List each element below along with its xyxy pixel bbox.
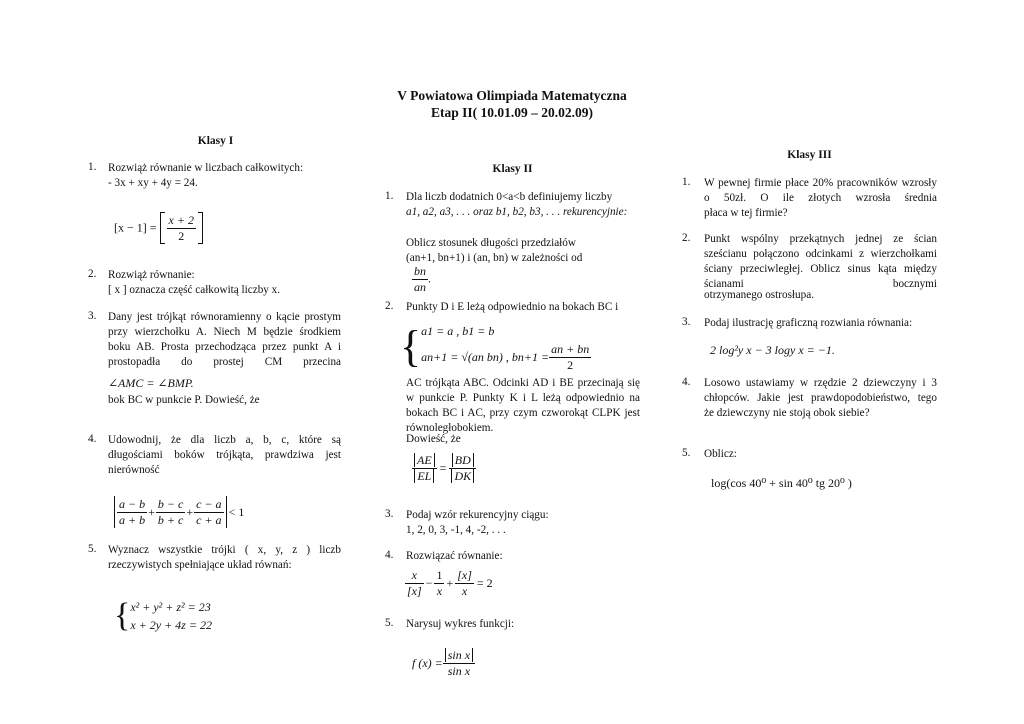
class1-task1-number: 1. bbox=[88, 161, 97, 173]
class2-ae: AE bbox=[414, 453, 435, 467]
class1-formula1-den: 2 bbox=[178, 228, 185, 243]
class3-task4-last: że dziewczyny nie stoją obok siebie? bbox=[704, 407, 870, 419]
class2-task3-number: 3. bbox=[385, 508, 394, 520]
document-subtitle: Etap II( 10.01.09 – 20.02.09) bbox=[430, 105, 593, 120]
class2-task1-line2: a1, a2, a3, . . . oraz b1, b2, b3, . . . rekurencyjnie: bbox=[406, 206, 628, 218]
class1-task2-line2: [ x ] oznacza część całkowitą liczby x. bbox=[108, 284, 281, 296]
class2-formula2 bbox=[400, 320, 591, 373]
class2-formula4-eq: = 2 bbox=[476, 576, 493, 590]
class1-formula4 bbox=[114, 495, 244, 529]
class1-task3-text: Dany jest trójkąt równoramienny o kącie prostym przy wierzchołku A. Niech M będzie środkiem boku AB. Prosta przechodząca przez punkt A i prostopadła do prostej CM przecina bbox=[108, 311, 341, 368]
class2-formula1-num: bn bbox=[414, 264, 426, 278]
class2-task1-line3: Oblicz stosunek długości przedziałów bbox=[406, 237, 576, 249]
abs-value-expression: $\frac{a - b}{a + b}$ + $\frac{b - c}{b + c}$ + $\frac{c - a}{c + a}$ bbox=[114, 496, 227, 528]
class2-task4-line1: Rozwiązać równanie: bbox=[406, 550, 503, 562]
class3-task2-text: Punkt wspólny przekątnych jednej ze ścian sześcianu połączono odcinkami z wierzchołkami ściany przeciwległej. Oblicz sinus kąta między ścianami bocznymi bbox=[704, 233, 937, 290]
class3-task5-line1: Oblicz: bbox=[704, 448, 737, 460]
class1-formula5-line2: x + 2y + 4z = 22 bbox=[130, 618, 212, 632]
class2-formula2-row1: a1 = a , b1 = b bbox=[421, 324, 495, 338]
class1-heading: Klasy I bbox=[197, 135, 234, 147]
class1-task5-text: Wyznacz wszystkie trójki ( x, y, z ) liczb rzeczywistych spełniające układ równań: bbox=[108, 544, 341, 571]
class3-formula5: log(cos 40⁰ + sin 40⁰ tg 20⁰ ) bbox=[711, 476, 852, 490]
class2-formula5-lhs: f (x) = bbox=[412, 656, 443, 670]
class2-task3-line1: Podaj wzór rekurencyjny ciągu: bbox=[406, 509, 549, 521]
class1-task2-number: 2. bbox=[88, 268, 97, 280]
class1-formula5 bbox=[114, 598, 212, 634]
class1-task3-number: 3. bbox=[88, 310, 97, 322]
class3-heading: Klasy III bbox=[787, 149, 832, 161]
class2-formula5 bbox=[412, 648, 475, 679]
class2-task1-number: 1. bbox=[385, 190, 394, 202]
class2-task1-line4: (an+1, bn+1) i (an, bn) w zależności od bbox=[406, 252, 583, 264]
floor-right-bracket bbox=[198, 212, 203, 244]
class2-formula5-num: sin x bbox=[445, 648, 473, 662]
class1-formula1 bbox=[114, 212, 203, 244]
class3-task3-line1: Podaj ilustrację graficzną rozwiania równania: bbox=[704, 317, 913, 329]
class2-formula5-den: sin x bbox=[447, 664, 471, 678]
class1-formula3: ∠AMC = ∠BMP. bbox=[108, 376, 194, 390]
class1-task2-text bbox=[108, 268, 348, 298]
class1-task1-line1: Rozwiąż równanie w liczbach całkowitych: bbox=[108, 162, 304, 174]
class2-dk: DK bbox=[451, 469, 474, 483]
class3-task2-number: 2. bbox=[682, 232, 691, 244]
system-brace: { bbox=[400, 321, 422, 371]
class2-task2-line1: Punkty D i E leżą odpowiednio na bokach BC i bbox=[406, 301, 619, 313]
class3-task2-last: otrzymanego ostrosłupa. bbox=[704, 289, 814, 301]
class3-formula3: 2 log²y x − 3 logy x = −1. bbox=[710, 343, 835, 357]
class1-task1-line2: - 3x + xy + 4y = 24. bbox=[108, 177, 198, 189]
class2-task3-line2: 1, 2, 0, 3, -1, 4, -2, . . . bbox=[406, 524, 506, 536]
class2-task2-last: Dowieść, że bbox=[406, 433, 461, 445]
class1-task4-number: 4. bbox=[88, 433, 97, 445]
class2-task5-line1: Narysuj wykres funkcji: bbox=[406, 618, 515, 630]
class2-formula2-den: 2 bbox=[567, 358, 574, 372]
class3-task1-text: W pewnej firmie płace 20% pracowników wzrosły o 50zł. O ile złotych wzrosła średnia bbox=[704, 177, 937, 204]
class1-task3-after: bok BC w punkcie P. Dowieść, że bbox=[108, 394, 260, 406]
class3-task1-number: 1. bbox=[682, 176, 691, 188]
floor-left-bracket bbox=[160, 212, 165, 244]
class3-task5-number: 5. bbox=[682, 447, 691, 459]
class2-task3-text bbox=[406, 508, 642, 538]
class2-task2-text: AC trójkąta ABC. Odcinki AD i BE przecinają się w punkcie P. Punkty K i L leżą odpowiednio na bokach BC i AC, przy czym czworokąt CLPK jest równoległobokiem. bbox=[406, 377, 640, 434]
class1-task2-line1: Rozwiąż równanie: bbox=[108, 269, 195, 281]
class1-formula1-num: x + 2 bbox=[168, 212, 194, 227]
class3-task3-number: 3. bbox=[682, 316, 691, 328]
class1-formula4-lt: < 1 bbox=[228, 504, 245, 519]
class2-task4-number: 4. bbox=[385, 549, 394, 561]
class3-task4-number: 4. bbox=[682, 376, 691, 388]
class1-formula5-line1: x² + y² + z² = 23 bbox=[130, 600, 211, 614]
class2-task1-text bbox=[406, 190, 642, 266]
class2-bd: BD bbox=[452, 453, 474, 467]
class2-formula2-num: an + bn bbox=[551, 342, 590, 356]
class2-task5-number: 5. bbox=[385, 617, 394, 629]
class3-task1-last: płaca w tej firmie? bbox=[704, 207, 788, 219]
class3-task4-text: Losowo ustawiamy w rzędzie 2 dziewczyny i 3 chłopców. Jakie jest prawdopodobieństwo, tego bbox=[704, 377, 937, 404]
class2-task2-number: 2. bbox=[385, 300, 394, 312]
class1-task1-text bbox=[108, 161, 348, 191]
class2-formula2b: $\frac{AE}{EL}$ = $\frac{BD}{DK}$ bbox=[412, 453, 476, 484]
system-brace: { bbox=[114, 597, 131, 634]
class2-el: EL bbox=[414, 469, 434, 483]
class1-task5-number: 5. bbox=[88, 543, 97, 555]
class2-formula2-row2: an+1 = √(an bn) , bn+1 = bbox=[421, 350, 550, 364]
class1-task4-text: Udowodnij, że dla liczb a, b, c, które są długościami boków trójkąta, prawdziwa jest nierówność bbox=[108, 434, 341, 476]
class1-formula1-lhs: [x − 1] = bbox=[114, 220, 160, 235]
class2-formula4: $\frac{x}{[x]}$ − $\frac{1}{x}$ + $\frac{[x]}{x}$ = 2 bbox=[407, 568, 493, 598]
class2-formula1: $\frac{bn}{an}$ . bbox=[414, 264, 431, 294]
class2-formula1-den: an bbox=[414, 280, 426, 294]
class2-task1-line1: Dla liczb dodatnich 0<a<b definiujemy liczby bbox=[406, 191, 613, 203]
document-title: V Powiatowa Olimpiada Matematyczna bbox=[397, 88, 627, 103]
class2-heading: Klasy II bbox=[492, 163, 533, 175]
